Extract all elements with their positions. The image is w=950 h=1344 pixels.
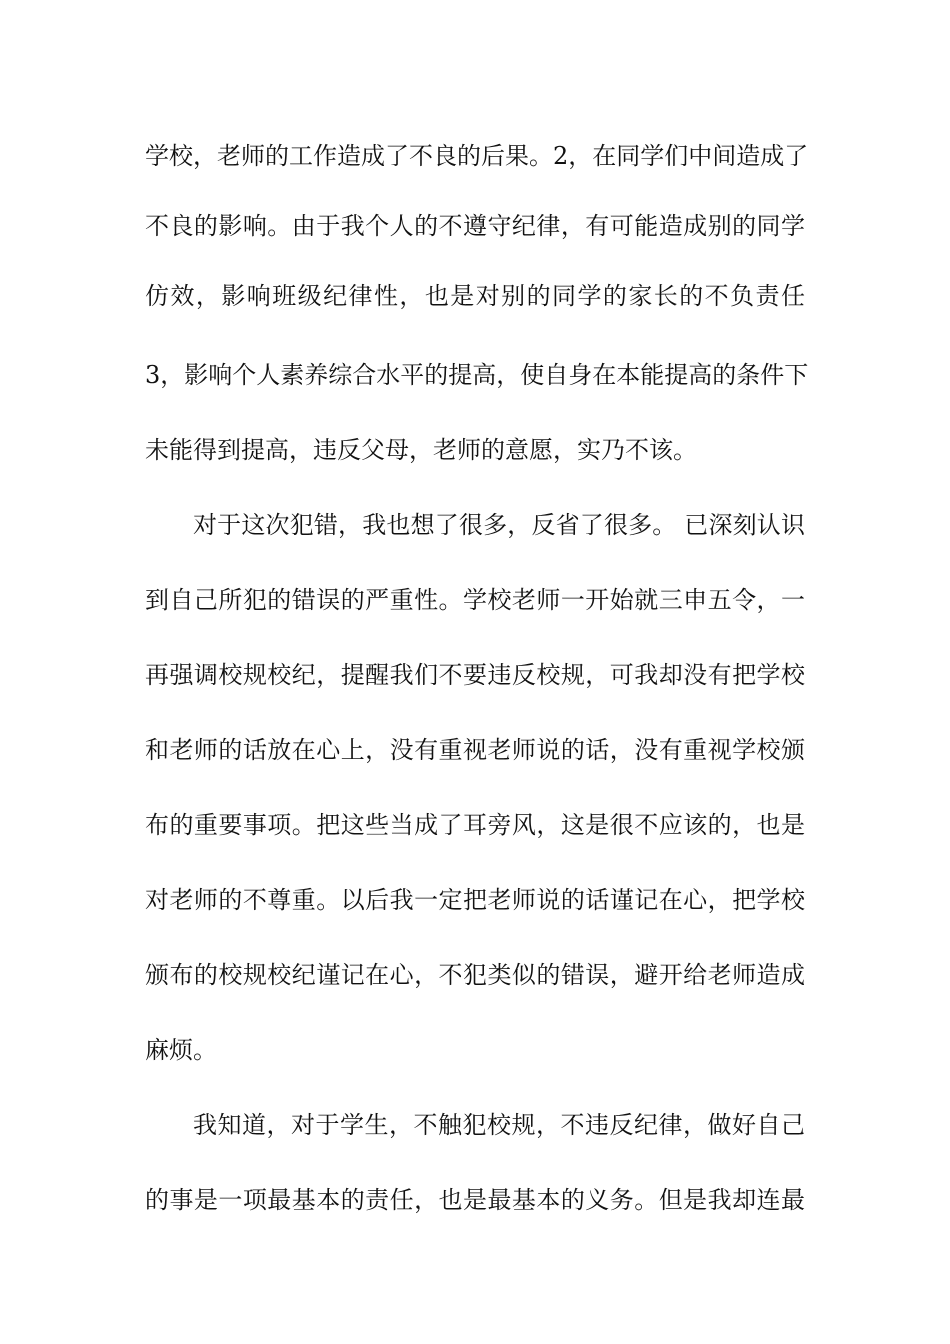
- text-line: 颁布的校规校纪谨记在心，不犯类似的错误，避开给老师造成: [145, 961, 805, 989]
- paragraph-first-line: 对于这次犯错，我也想了很多，反省了很多。 已深刻认识: [193, 511, 805, 539]
- text-line: 布的重要事项。把这些当成了耳旁风，这是很不应该的，也是: [145, 811, 805, 839]
- text-line: 的事是一项最基本的责任，也是最基本的义务。但是我却连最: [145, 1186, 805, 1214]
- text-line: 未能得到提高，违反父母，老师的意愿，实乃不该。: [145, 436, 697, 464]
- text-line: 3，影响个人素养综合水平的提高，使自身在本能提高的条件下: [145, 361, 809, 389]
- text-line: 麻烦。: [145, 1036, 217, 1064]
- text-line: 对老师的不尊重。以后我一定把老师说的话谨记在心，把学校: [145, 886, 805, 914]
- text-line: 再强调校规校纪，提醒我们不要违反校规，可我却没有把学校: [145, 661, 805, 689]
- text-line: 学校，老师的工作造成了不良的后果。2，在同学们中间造成了: [145, 142, 809, 170]
- paragraph-first-line: 我知道，对于学生，不触犯校规，不违反纪律，做好自己: [193, 1111, 805, 1139]
- text-line: 到自己所犯的错误的严重性。学校老师一开始就三申五令，一: [145, 586, 805, 614]
- text-line: 仿效，影响班级纪律性，也是对别的同学的家长的不负责任: [145, 282, 805, 310]
- text-line: 和老师的话放在心上，没有重视老师说的话，没有重视学校颁: [145, 736, 805, 764]
- text-line: 不良的影响。由于我个人的不遵守纪律，有可能造成别的同学: [145, 212, 805, 240]
